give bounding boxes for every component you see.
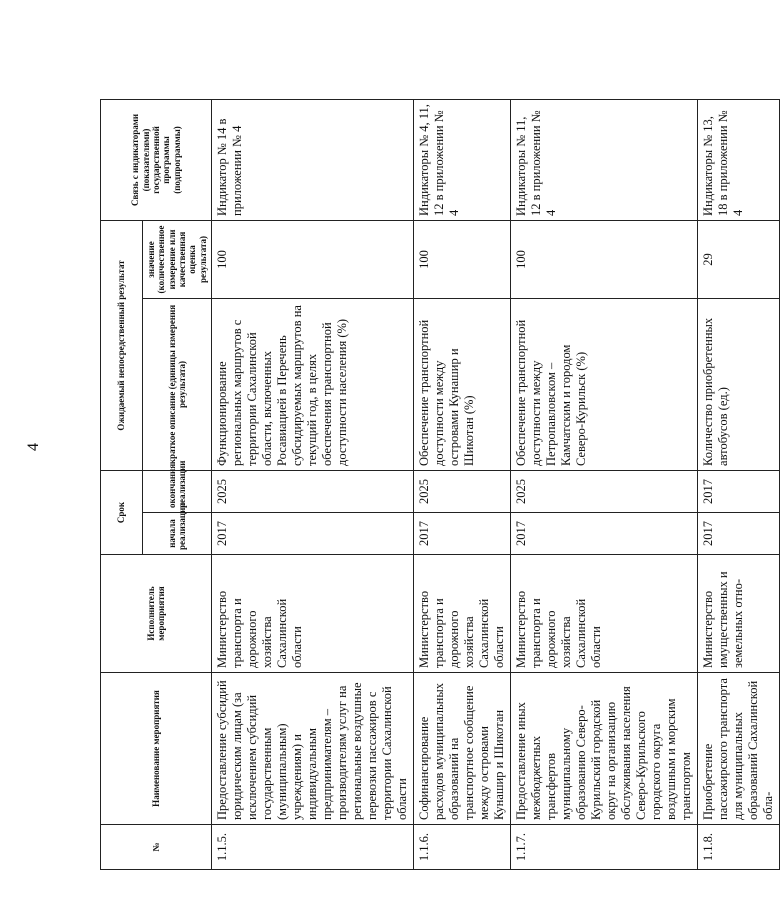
row-result-value: 100 — [212, 220, 414, 298]
page-number: 4 — [25, 443, 42, 451]
rotated-table-page — [100, 100, 776, 870]
row-link: Индикаторы № 4, 11, 12 в приложении № 4 — [414, 99, 511, 220]
row-end: 2017 — [698, 470, 780, 512]
row-link: Индикатор № 14 в приложении № 4 — [212, 99, 414, 220]
row-name: Софинансирование расходов муниципальных образований на транспортное сообщение между островами Кунашир и Шикотан — [414, 673, 511, 825]
table-row — [511, 99, 698, 869]
header-link: Связь с индикаторами (показателями) государственной программы (подпрограммы) — [101, 99, 212, 220]
row-executor: Министерство транспорта и дорожного хозяйства Сахалинской области — [212, 555, 414, 673]
header-num: № — [101, 825, 212, 870]
row-start: 2017 — [414, 513, 511, 555]
row-num: 1.1.7. — [511, 825, 698, 870]
header-executor: Исполнитель мероприятия — [101, 555, 212, 673]
row-result-value: 29 — [698, 220, 780, 298]
row-link: Индикаторы № 11, 12 в приложении № 4 — [511, 99, 698, 220]
row-name: Приобретение пассажирского транспорта для муниципальных образований Сахалинской обла- — [698, 673, 780, 825]
header-result-desc: краткое описание (единицы измерения результата) — [143, 298, 212, 470]
row-executor: Министерство транспорта и дорожного хозяйства Сахалинской области — [511, 555, 698, 673]
row-name: Предоставление иных межбюджетных трансфертов муниципальному образованию Северо-Курильский городской округ на организацию обслуживания населения Северо-Курильского городского округа воздушным и морским транспортом — [511, 673, 698, 825]
row-executor: Министерство транспорта и дорожного хозяйства Сахалинской области — [414, 555, 511, 673]
table-row — [212, 99, 414, 869]
row-result-desc: Функционирование региональных маршрутов с территории Сахалинской области, включенных Росавиацией в Перечень субсидируемых маршрутов на текущий год, в целях обеспечения транспортной доступности населения (%) — [212, 298, 414, 470]
header-result: Ожидаемый непосредственный результат — [101, 220, 143, 470]
row-result-value: 100 — [511, 220, 698, 298]
header-end: окончания реализации — [143, 470, 212, 512]
row-result-value: 100 — [414, 220, 511, 298]
table-row — [414, 99, 511, 869]
row-num: 1.1.8. — [698, 825, 780, 870]
row-start: 2017 — [212, 513, 414, 555]
header-start: начала реализации — [143, 513, 212, 555]
header-result-value: значение (количественное измерение или качественная оценка результата) — [143, 220, 212, 298]
row-start: 2017 — [511, 513, 698, 555]
row-num: 1.1.5. — [212, 825, 414, 870]
row-start: 2017 — [698, 513, 780, 555]
row-num: 1.1.6. — [414, 825, 511, 870]
row-name: Предоставление субсидий юридическим лицам (за исключением субсидий государственным (муниципальным) учреждениям) и индивидуальным предпринимателям – производителям услуг на региональные воздушные перевозки пассажиров с территории Сахалинской области — [212, 673, 414, 825]
row-result-desc: Обеспечение транспортной доступности между Петропавловском – Камчатским и городом Северо-Курильск (%) — [511, 298, 698, 470]
row-result-desc: Количество приобретенных автобусов (ед.) — [698, 298, 780, 470]
row-link: Индикаторы № 13, 18 в приложении № 4 — [698, 99, 780, 220]
row-end: 2025 — [414, 470, 511, 512]
row-result-desc: Обеспечение транспортной доступности между островами Кунашир и Шикотан (%) — [414, 298, 511, 470]
measures-table — [100, 99, 780, 870]
row-executor: Министерство имущественных и земельных отно- — [698, 555, 780, 673]
header-name: Наименование мероприятия — [101, 673, 212, 825]
row-end: 2025 — [511, 470, 698, 512]
header-term: Срок — [101, 470, 143, 554]
row-end: 2025 — [212, 470, 414, 512]
table-row — [698, 99, 780, 869]
